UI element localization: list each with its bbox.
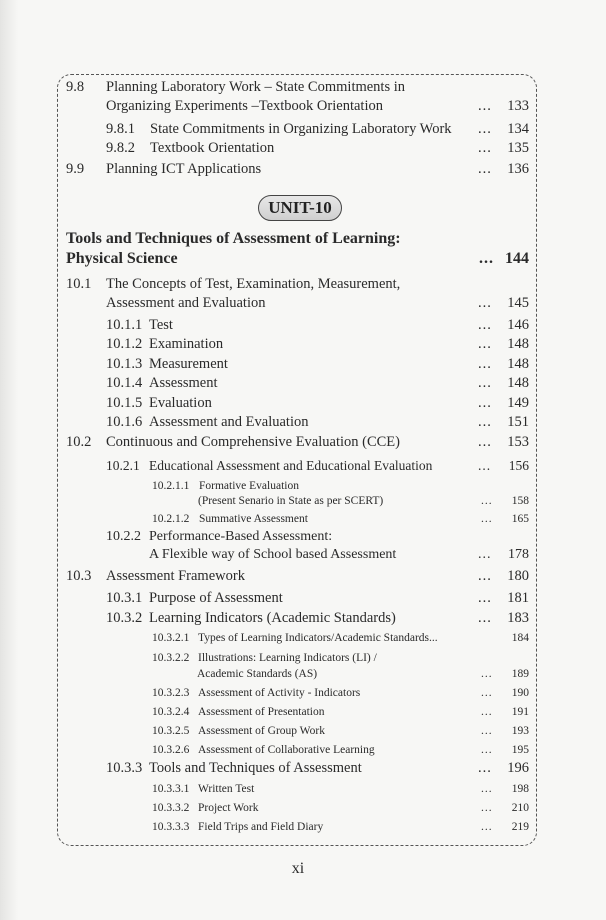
page-number: 189 — [511, 668, 529, 680]
dot-leader: ... — [478, 568, 492, 584]
dot-leader: ... — [481, 687, 493, 699]
section-title: Learning Indicators (Academic Standards) — [149, 610, 396, 626]
dot-leader: ... — [481, 802, 493, 814]
dot-leader: ... — [481, 495, 493, 507]
section-number: 10.2.2 — [106, 529, 141, 544]
page-number: 195 — [511, 744, 529, 756]
section-title: Illustrations: Learning Indicators (LI) / — [198, 652, 377, 664]
section-number: 10.2 — [66, 434, 92, 450]
dot-leader: ... — [481, 783, 493, 795]
section-number: 10.2.1 — [106, 458, 140, 473]
dot-leader: ... — [478, 458, 492, 473]
section-number: 10.3.1 — [106, 590, 143, 606]
section-title: Assessment and Evaluation — [106, 295, 266, 311]
section-number: 10.3.3.1 — [152, 783, 190, 795]
page-number: 145 — [507, 295, 529, 311]
section-title: Examination — [149, 336, 224, 352]
section-title: Formative Evaluation — [199, 480, 299, 492]
section-number: 10.1 — [66, 276, 92, 292]
section-title: Assessment — [149, 375, 218, 391]
section-title: Assessment of Presentation — [198, 706, 325, 718]
section-number: 10.1.6 — [106, 414, 143, 430]
page-number: 148 — [507, 356, 529, 372]
section-title: Textbook Orientation — [150, 140, 275, 156]
section-title: Tools and Techniques of Assessment — [149, 760, 362, 776]
page-number: 148 — [507, 375, 529, 391]
dot-leader: ... — [478, 395, 492, 411]
section-title: Educational Assessment and Educational Evaluation — [149, 458, 433, 473]
page-number: 184 — [511, 632, 529, 644]
dot-leader: ... — [478, 414, 492, 430]
section-number: 9.8.2 — [106, 140, 135, 156]
dot-leader: ... — [479, 250, 494, 267]
page-number: 193 — [511, 725, 529, 737]
section-title: Assessment and Evaluation — [149, 414, 309, 430]
page-number: 196 — [507, 760, 529, 776]
section-title: Test — [149, 317, 173, 333]
dot-leader: ... — [478, 317, 492, 333]
dot-leader: ... — [478, 434, 492, 450]
section-number: 10.3.2.2 — [152, 652, 190, 664]
section-title: State Commitments in Organizing Laboratory Work — [150, 121, 452, 137]
section-number: 10.3.2.3 — [152, 687, 190, 699]
dot-leader: ... — [478, 375, 492, 391]
page-number: 219 — [511, 821, 529, 833]
unit-badge: UNIT-10 — [258, 195, 342, 221]
dot-leader: ... — [478, 161, 492, 177]
page-number: 165 — [511, 513, 529, 525]
section-title: Written Test — [198, 783, 255, 795]
section-number: 10.1.5 — [106, 395, 143, 411]
dot-leader: ... — [478, 356, 492, 372]
section-title: Continuous and Comprehensive Evaluation (CCE) — [106, 434, 400, 450]
section-number: 9.8.1 — [106, 121, 135, 137]
dot-leader: ... — [481, 725, 493, 737]
section-number: 10.1.2 — [106, 336, 143, 352]
dot-leader: ... — [481, 821, 493, 833]
section-number: 9.8 — [66, 79, 85, 95]
section-title: Evaluation — [149, 395, 212, 411]
section-title: Assessment of Group Work — [198, 725, 325, 737]
dot-leader: ... — [481, 513, 493, 525]
unit-title: Tools and Techniques of Assessment of Learning: — [66, 230, 401, 247]
section-number: 10.3.2.6 — [152, 744, 190, 756]
section-number: 10.3.3.3 — [152, 821, 190, 833]
section-title: Planning ICT Applications — [106, 161, 262, 177]
dot-leader: ... — [478, 295, 492, 311]
section-title: A Flexible way of School based Assessment — [149, 547, 397, 562]
section-title: Assessment Framework — [106, 568, 245, 584]
page-number: 180 — [507, 568, 529, 584]
page-number: 151 — [507, 414, 529, 430]
section-title: Academic Standards (AS) — [197, 668, 318, 680]
section-title: Planning Laboratory Work – State Commitments in — [106, 79, 406, 95]
page-number: 158 — [511, 495, 529, 507]
page-number: 183 — [507, 610, 529, 626]
section-title: Field Trips and Field Diary — [198, 821, 324, 833]
page-number: 198 — [511, 783, 529, 795]
page-number: 144 — [505, 250, 529, 267]
section-title: Assessment of Activity - Indicators — [198, 687, 361, 699]
section-title: Assessment of Collaborative Learning — [198, 744, 375, 756]
section-number: 10.1.1 — [106, 317, 143, 333]
page-number: 190 — [511, 687, 529, 699]
dot-leader: ... — [478, 336, 492, 352]
section-number: 9.9 — [66, 161, 85, 177]
dot-leader: ... — [478, 98, 492, 114]
section-number: 10.3.2 — [106, 610, 143, 626]
page-number: 178 — [508, 547, 529, 562]
section-title: Project Work — [198, 802, 259, 814]
section-title: Measurement — [149, 356, 228, 372]
page-number: 134 — [507, 121, 529, 137]
dot-leader: ... — [478, 760, 492, 776]
dot-leader: ... — [478, 121, 492, 137]
section-title: Summative Assessment — [199, 513, 308, 525]
section-title: Organizing Experiments –Textbook Orientation — [106, 98, 383, 114]
page-number: 146 — [507, 317, 529, 333]
section-title: Purpose of Assessment — [149, 590, 283, 606]
page-number: 210 — [511, 802, 529, 814]
dot-leader: ... — [478, 140, 492, 156]
section-title: Types of Learning Indicators/Academic Standards... — [198, 632, 438, 644]
dot-leader: ... — [481, 706, 493, 718]
page-number: 149 — [507, 395, 529, 411]
section-number: 10.2.1.2 — [152, 513, 190, 525]
page-number: 148 — [507, 336, 529, 352]
section-number: 10.3.2.1 — [152, 632, 190, 644]
page-number: 153 — [507, 434, 529, 450]
dot-leader: ... — [478, 610, 492, 626]
page-number: 156 — [508, 458, 529, 473]
page-number: 181 — [507, 590, 529, 606]
page-number: 135 — [507, 140, 529, 156]
section-title: Performance-Based Assessment: — [149, 529, 333, 544]
page-number: 133 — [507, 98, 529, 114]
section-title: (Present Senario in State as per SCERT) — [198, 495, 384, 507]
section-number: 10.3.3.2 — [152, 802, 190, 814]
section-number: 10.3 — [66, 568, 92, 584]
folio-page-number: xi — [291, 860, 305, 877]
section-number: 10.1.4 — [106, 375, 143, 391]
dot-leader: ... — [481, 744, 493, 756]
page-gutter-shadow — [0, 0, 18, 920]
page-number: 191 — [511, 706, 529, 718]
section-number: 10.3.2.5 — [152, 725, 190, 737]
unit-title: Physical Science — [66, 250, 178, 267]
section-number: 10.1.3 — [106, 356, 143, 372]
section-number: 10.3.2.4 — [152, 706, 190, 718]
dot-leader: ... — [478, 590, 492, 606]
dot-leader: ... — [481, 668, 493, 680]
section-number: 10.3.3 — [106, 760, 143, 776]
page-number: 136 — [507, 161, 529, 177]
dot-leader: ... — [478, 547, 492, 562]
section-title: The Concepts of Test, Examination, Measurement, — [106, 276, 401, 292]
section-number: 10.2.1.1 — [152, 480, 190, 492]
